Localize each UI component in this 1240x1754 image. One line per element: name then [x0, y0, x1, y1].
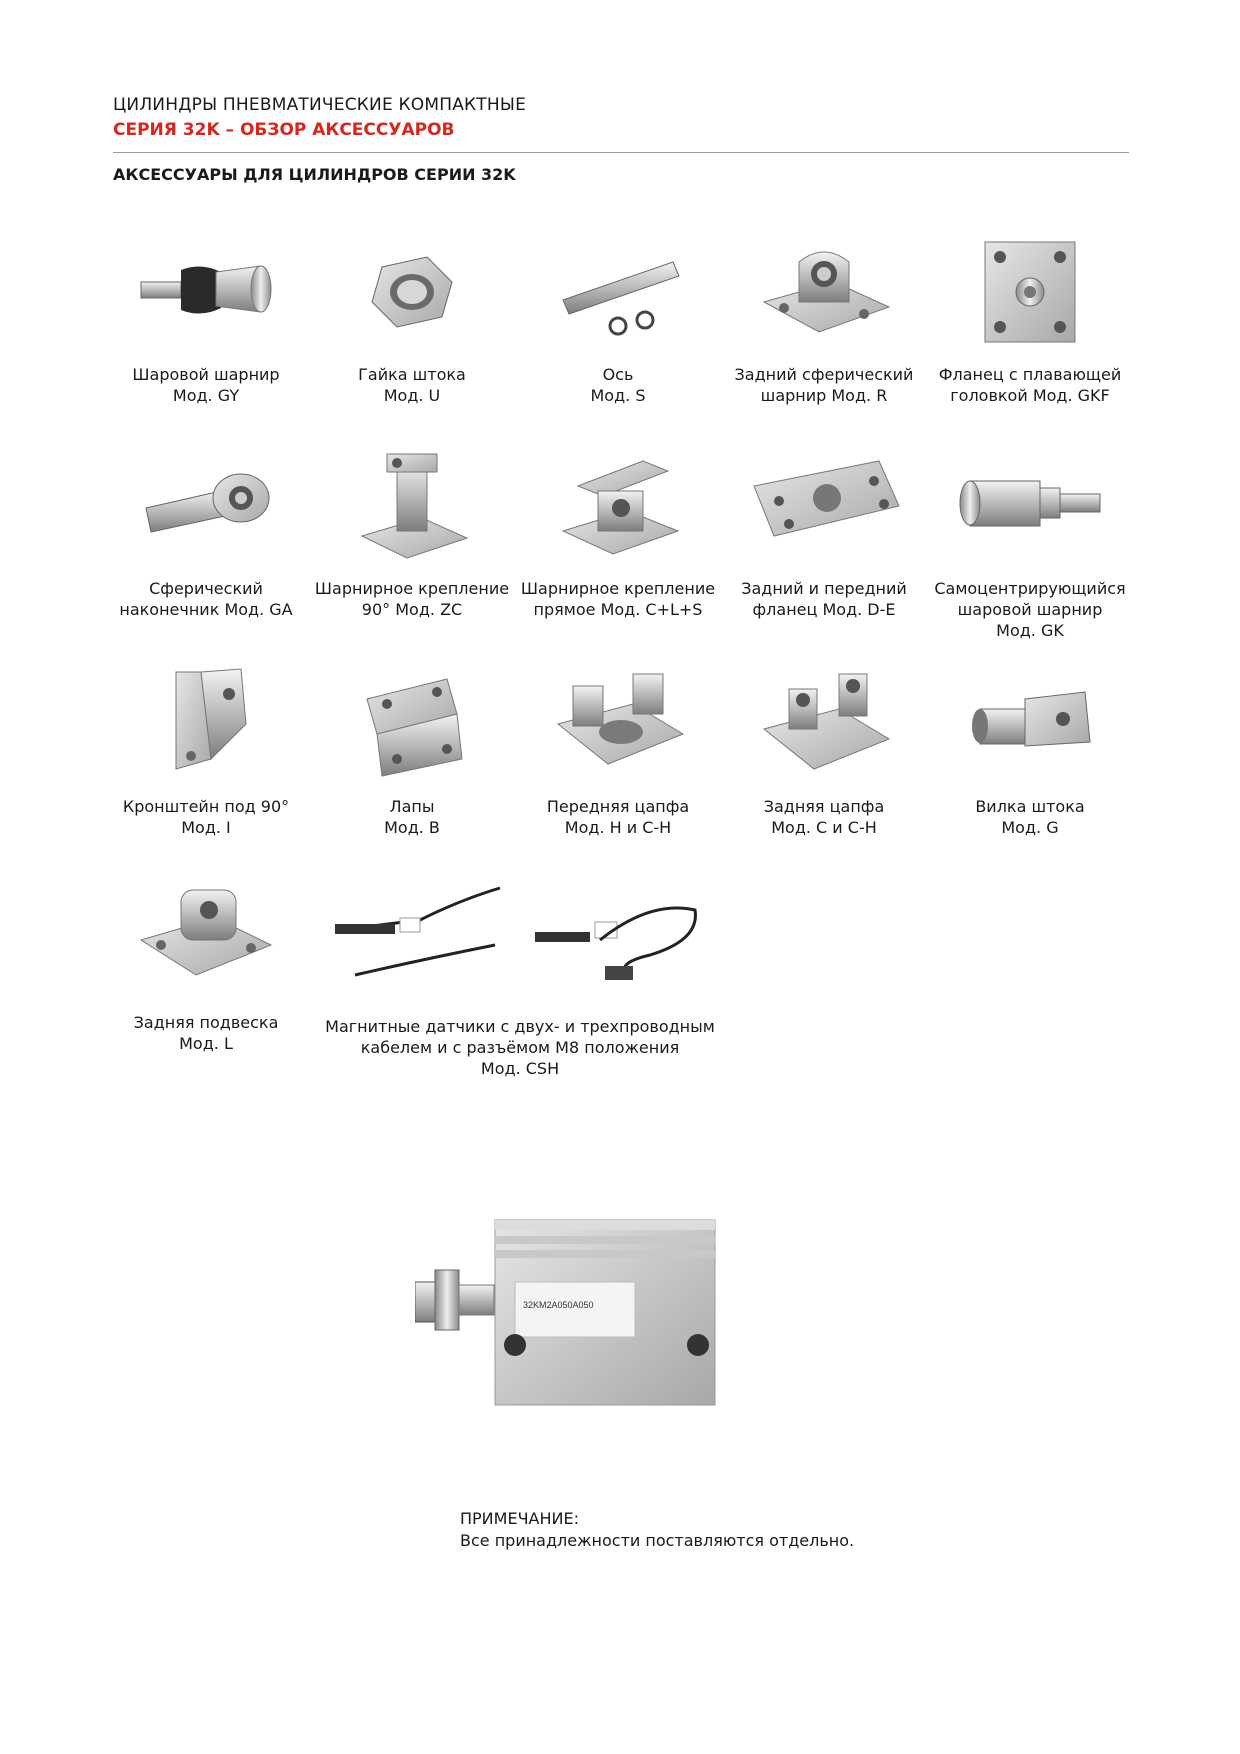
- foot-mount-icon: [327, 664, 497, 782]
- accessory-g: [930, 664, 1130, 838]
- caption-line: Мод. B: [384, 818, 440, 837]
- section-title: АКСЕССУАРЫ ДЛЯ ЦИЛИНДРОВ СЕРИИ 32K: [113, 165, 516, 184]
- hex-nut-icon: [327, 232, 497, 350]
- caption-line: Лапы: [389, 797, 435, 816]
- floating-flange-icon: [945, 232, 1115, 350]
- caption-line: Сферический: [149, 579, 263, 598]
- accessory-gk: [930, 446, 1130, 641]
- caption-line: Кронштейн под 90°: [122, 797, 290, 816]
- caption-line: Гайка штока: [358, 365, 466, 384]
- note-text: Все принадлежности поставляются отдельно.: [460, 1531, 855, 1550]
- caption-line: Мод. C и C-H: [771, 818, 877, 837]
- caption-line: Мод. L: [179, 1034, 233, 1053]
- caption-line: 90° Мод. ZC: [361, 600, 463, 619]
- accessory-l: [106, 880, 306, 1054]
- doc-header-title: ЦИЛИНДРЫ ПНЕВМАТИЧЕСКИЕ КОМПАКТНЫЕ: [113, 95, 527, 115]
- caption-line: шаровой шарнир: [957, 600, 1103, 619]
- accessory-c: [724, 664, 924, 838]
- compact-cylinder-image: [415, 1190, 735, 1414]
- pneumatic-cylinder-icon: [415, 1190, 735, 1410]
- caption-line: наконечник Мод. GA: [119, 600, 293, 619]
- accessory-csh: [320, 880, 720, 1079]
- accessory-de: [724, 446, 924, 620]
- cylinder-label: 32KM2A050A050: [523, 1300, 594, 1310]
- caption-line: Мод. U: [383, 386, 441, 405]
- accessory-u: [312, 232, 512, 406]
- caption-line: головкой Мод. GKF: [950, 386, 1110, 405]
- accessory-r: [724, 232, 924, 406]
- caption-line: Шарнирное крепление: [520, 579, 716, 598]
- rear-trunnion-icon: [739, 664, 909, 782]
- ball-joint-icon: [121, 232, 291, 350]
- caption-line: кабелем и с разъёмом М8 положения: [360, 1038, 680, 1057]
- caption-line: Передняя цапфа: [546, 797, 690, 816]
- axle-pin-icon: [533, 232, 703, 350]
- note-block: [460, 1508, 854, 1552]
- accessory-s: [518, 232, 718, 406]
- flange-plate-icon: [739, 446, 909, 564]
- caption-line: Шаровой шарнир: [132, 365, 280, 384]
- caption-line: Мод. I: [181, 818, 231, 837]
- accessory-ga: [106, 446, 306, 620]
- accessory-gy: [106, 232, 306, 406]
- caption-line: Задний и передний: [741, 579, 907, 598]
- rod-end-icon: [121, 446, 291, 564]
- caption-line: Мод. H и C-H: [564, 818, 672, 837]
- caption-line: фланец Мод. D-E: [752, 600, 896, 619]
- caption-line: Мод. S: [590, 386, 646, 405]
- accessory-cls: [518, 446, 718, 620]
- front-trunnion-icon: [533, 664, 703, 782]
- header-divider: [113, 152, 1129, 153]
- caption-line: Задний сферический: [734, 365, 914, 384]
- caption-line: Вилка штока: [975, 797, 1085, 816]
- accessory-i: [106, 664, 306, 838]
- caption-line: прямое Мод. C+L+S: [533, 600, 703, 619]
- caption-line: шарнир Мод. R: [760, 386, 888, 405]
- caption-line: Мод. G: [1001, 818, 1059, 837]
- hinge-90-icon: [327, 446, 497, 564]
- accessory-zc: [312, 446, 512, 620]
- accessory-gkf: [930, 232, 1130, 406]
- caption-line: Задняя цапфа: [763, 797, 885, 816]
- note-title: ПРИМЕЧАНИЕ:: [460, 1509, 579, 1528]
- doc-header-subtitle: СЕРИЯ 32K – ОБЗОР АКСЕССУАРОВ: [113, 120, 455, 140]
- caption-line: Ось: [602, 365, 634, 384]
- rod-clevis-icon: [945, 664, 1115, 782]
- rear-mount-icon: [121, 880, 291, 998]
- bracket-90-icon: [121, 664, 291, 782]
- caption-line: Шарнирное крепление: [314, 579, 510, 598]
- caption-line: Мод. GY: [172, 386, 240, 405]
- caption-line: Мод. GK: [996, 621, 1064, 640]
- caption-line: Мод. CSH: [480, 1059, 560, 1078]
- caption-line: Задняя подвеска: [133, 1013, 279, 1032]
- rear-spherical-hinge-icon: [739, 232, 909, 350]
- caption-line: Самоцентрирующийся: [934, 579, 1126, 598]
- accessory-b: [312, 664, 512, 838]
- self-centering-joint-icon: [945, 446, 1115, 564]
- caption-line: Фланец с плавающей: [938, 365, 1122, 384]
- caption-line: Магнитные датчики с двух- и трехпроводным: [325, 1017, 715, 1036]
- hinge-straight-icon: [533, 446, 703, 564]
- magnetic-sensors-icon: [320, 880, 720, 998]
- accessory-h: [518, 664, 718, 838]
